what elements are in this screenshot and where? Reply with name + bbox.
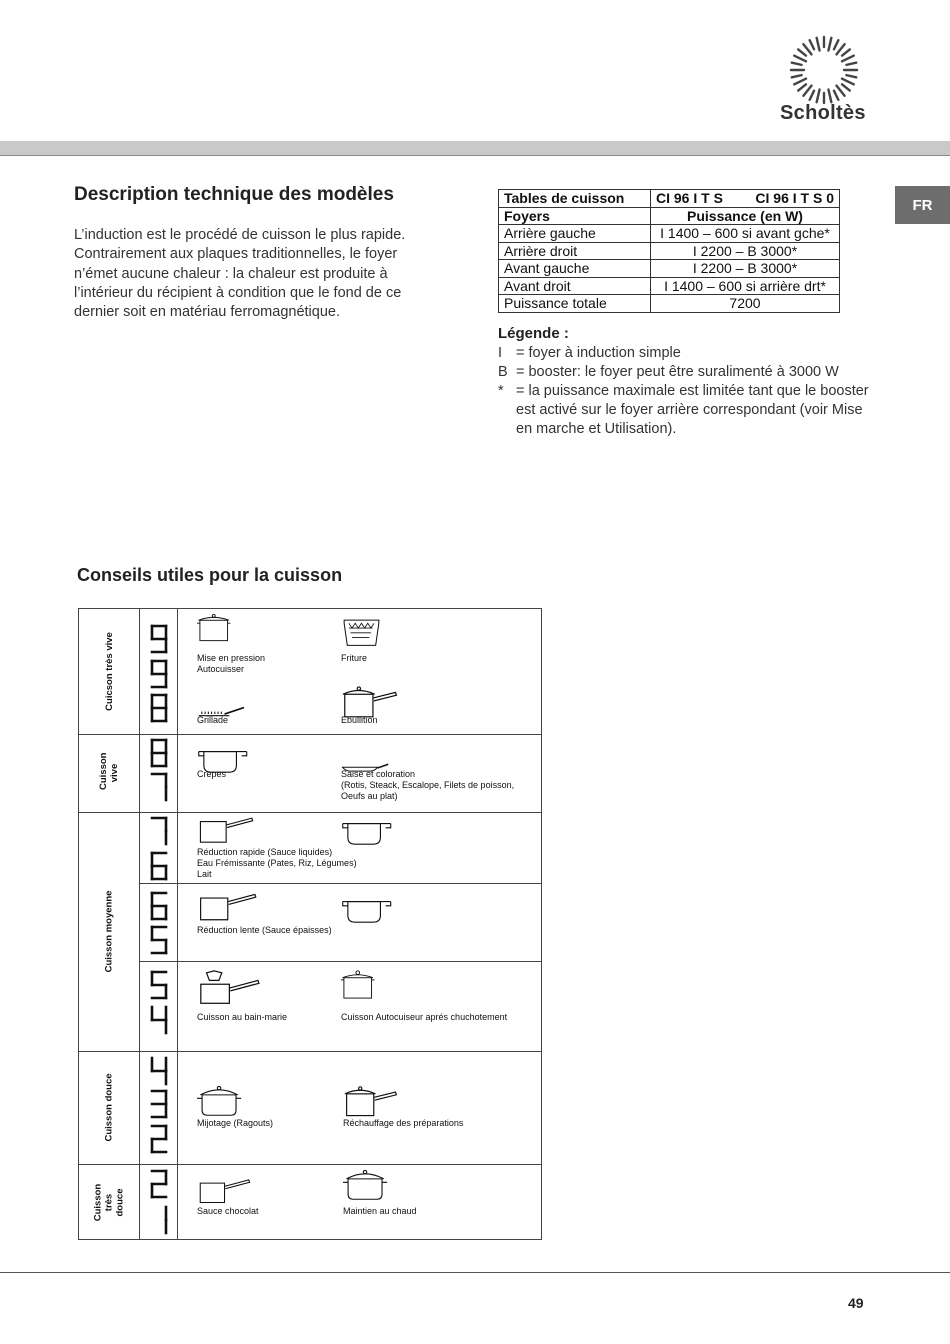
cooking-tip-label: Réchauffage des préparations [343, 1118, 464, 1128]
bain-marie-icon [197, 969, 263, 1009]
spec-table [498, 189, 840, 313]
brand-name: Scholtès [780, 102, 866, 124]
dutch-oven-icon [197, 1083, 253, 1123]
saucepan-lid-icon [343, 1083, 409, 1121]
power-level-digit [149, 1124, 169, 1154]
legend-text: = foyer à induction simple [516, 345, 681, 361]
cooking-tip-label: Crepes [197, 769, 227, 779]
fryer-basket-icon [341, 617, 393, 655]
spec-row-value: I 1400 – 600 si arrière drt* [651, 277, 840, 295]
column-divider [177, 609, 178, 1239]
power-level-digit [149, 693, 169, 723]
power-level-digit [149, 925, 169, 955]
legend-key: I [498, 345, 503, 361]
category-label: Cuisson douce [103, 1073, 115, 1142]
power-level-digit [149, 816, 169, 846]
description-paragraph: L’induction est le procédé de cuisson le plus rapide. Contrairement aux plaques traditionnelles, le foyer n’émet aucune chaleur : la chaleur est produite à l’intérieur du récipient à condition que le fond de ce dernier soit en matériau ferromagnétique. [74, 227, 406, 321]
power-level-digit [149, 891, 169, 921]
spec-row-label: Puissance totale [499, 295, 651, 313]
brand-sun-logo-icon [788, 34, 860, 106]
model-name: CI 96 I T S [656, 190, 723, 207]
spec-row [499, 242, 840, 260]
power-level-digit [149, 772, 169, 802]
spec-row [499, 295, 840, 313]
power-level-digit [149, 1089, 169, 1119]
legend-key: * [498, 383, 504, 399]
spec-row-value: 7200 [651, 295, 840, 313]
category-label: Cuisson moyenne [103, 890, 115, 973]
cooking-tip-label: Saise et coloration (Rotis, Steack, Escalope, Filets de poisson, Oeufs au plat) [341, 769, 515, 801]
page-number: 49 [848, 1295, 864, 1311]
spec-row-label: Avant gauche [499, 260, 651, 278]
description-title: Description technique des modèles [74, 184, 394, 205]
spec-subheader-label: Foyers [499, 207, 651, 225]
cooking-tip-label: Friture [341, 653, 368, 663]
legend-title: Légende : [498, 325, 569, 342]
cooking-tip-label: Grillade [197, 715, 229, 725]
column-divider [139, 609, 140, 1239]
category-divider [79, 734, 541, 735]
spec-row-label: Arrière droit [499, 242, 651, 260]
tips-title: Conseils utiles pour la cuisson [77, 565, 343, 585]
cooking-tip-label: Ebullition [341, 715, 378, 725]
header-divider [0, 155, 950, 156]
cooking-tip-label: Réduction lente (Sauce épaisses) [197, 925, 332, 935]
spec-header-row [499, 190, 840, 208]
cooking-tip-label: Mijotage (Ragouts) [197, 1118, 274, 1128]
legend-item [498, 344, 878, 363]
saucepan-icon [197, 1175, 263, 1209]
cooking-tip-label: Réduction rapide (Sauce liquides) Eau Frémissante (Pates, Riz, Légumes) Lait [197, 847, 357, 879]
footer-divider [0, 1272, 950, 1273]
spec-row-label: Arrière gauche [499, 225, 651, 243]
casserole-icon [341, 815, 401, 851]
spec-subheader-row [499, 207, 840, 225]
power-level-digit [149, 624, 169, 654]
power-level-digit [149, 970, 169, 1000]
spec-subheader-value: Puissance (en W) [651, 207, 840, 225]
sub-divider [140, 883, 541, 884]
language-tab[interactable]: FR [895, 186, 950, 224]
power-level-digit [149, 851, 169, 881]
sub-divider [140, 961, 541, 962]
spec-row [499, 277, 840, 295]
category-divider [79, 1051, 541, 1052]
spec-header-label: Tables de cuisson [499, 190, 651, 208]
header-band [0, 141, 950, 155]
model-name: CI 96 I T S 0 [755, 190, 834, 207]
saucepan-icon [197, 813, 263, 849]
legend-item [498, 382, 878, 439]
casserole-icon [341, 893, 401, 929]
category-label: Cuisson très douce [92, 1183, 126, 1222]
power-level-digit [149, 1005, 169, 1035]
spec-row-label: Avant droit [499, 277, 651, 295]
spec-row [499, 260, 840, 278]
cooking-tip-label: Cuisson au bain-marie [197, 1012, 288, 1022]
cooking-tip-label: Sauce chocolat [197, 1206, 259, 1216]
legend-key: B [498, 364, 508, 380]
cooking-tips-table [78, 608, 542, 1240]
stockpot-icon [197, 613, 245, 653]
legend-item [498, 363, 878, 382]
legend-text: = la puissance maximale est limitée tant que le booster est activé sur le foyer arrière correspondant (voir Mise en marche et Utilisation). [516, 383, 869, 437]
power-level-digit [149, 1169, 169, 1199]
legend-text: = booster: le foyer peut être suralimenté à 3000 W [516, 364, 839, 380]
power-level-digit [149, 1056, 169, 1086]
category-divider [79, 1164, 541, 1165]
category-label: Cuisson vive [98, 752, 120, 790]
legend [498, 325, 878, 439]
cooking-tip-label: Mise en pression Autocuisser [197, 653, 266, 674]
spec-row-value: I 2200 – B 3000* [651, 260, 840, 278]
spec-row [499, 225, 840, 243]
power-level-digit [149, 738, 169, 768]
category-label: Cuicson très vive [103, 632, 115, 711]
spec-models-cell [651, 190, 840, 208]
spec-row-value: I 1400 – 600 si avant gche* [651, 225, 840, 243]
dutch-oven-icon [343, 1167, 399, 1209]
category-divider [79, 812, 541, 813]
saucepan-icon [197, 889, 263, 927]
power-level-digit [149, 1205, 169, 1235]
pressure-cooker-icon [341, 969, 389, 1011]
cooking-tip-label: Maintien au chaud [343, 1206, 417, 1216]
cooking-tip-label: Cuisson Autocuiseur aprés chuchotement [341, 1012, 508, 1022]
power-level-digit [149, 659, 169, 689]
spec-row-value: I 2200 – B 3000* [651, 242, 840, 260]
